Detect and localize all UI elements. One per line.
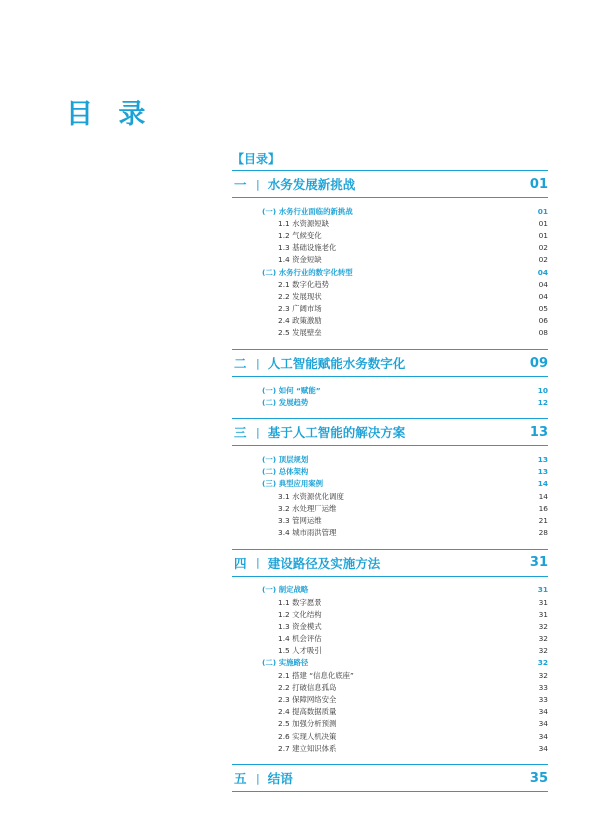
chapter-number: 三 bbox=[234, 425, 247, 441]
entry-page: 32 bbox=[538, 646, 548, 656]
entry-page: 10 bbox=[537, 385, 548, 395]
entry-page: 34 bbox=[538, 707, 548, 717]
entry-title: (二) 发展趋势 bbox=[262, 397, 309, 407]
entry-page: 13 bbox=[537, 455, 548, 465]
separator: | bbox=[256, 356, 260, 370]
entry-title: (一) 水务行业面临的新挑战 bbox=[262, 206, 353, 216]
entry-title: 2.2 打破信息孤岛 bbox=[278, 682, 337, 692]
entry-page: 08 bbox=[538, 328, 548, 338]
entry-title: 2.5 加强分析预测 bbox=[278, 719, 337, 729]
entry-title: 2.6 实现人机决策 bbox=[278, 731, 337, 741]
entry-title: 2.3 保障网络安全 bbox=[278, 695, 337, 705]
subsection-entry[interactable] bbox=[232, 706, 548, 718]
entry-title: (一) 顶层规划 bbox=[262, 455, 309, 465]
entry-title: 2.5 发展壁垒 bbox=[278, 328, 322, 338]
section-entry[interactable] bbox=[232, 205, 548, 217]
entry-page: 04 bbox=[537, 267, 548, 277]
chapter-entries bbox=[232, 377, 548, 418]
entry-page: 01 bbox=[538, 218, 548, 228]
chapter-number: 四 bbox=[234, 555, 247, 571]
entry-title: (一) 制定战略 bbox=[262, 585, 309, 595]
chapter-page: 13 bbox=[529, 424, 548, 440]
separator: | bbox=[256, 425, 260, 439]
chapter-page: 01 bbox=[529, 176, 548, 192]
entry-title: 2.1 搭建 “信息化底座” bbox=[278, 670, 354, 680]
entry-title: 3.4 城市雨洪管理 bbox=[278, 528, 337, 538]
subsection-entry[interactable] bbox=[232, 490, 548, 502]
subsection-entry[interactable] bbox=[232, 669, 548, 681]
table-of-contents bbox=[232, 170, 548, 792]
chapter-title: 结语 bbox=[267, 771, 293, 787]
subsection-entry[interactable] bbox=[232, 315, 548, 327]
subsection-entry[interactable] bbox=[232, 527, 548, 539]
entry-title: 1.4 机会评估 bbox=[278, 634, 322, 644]
chapter-heading[interactable] bbox=[232, 764, 548, 792]
entry-title: 1.1 数字愿景 bbox=[278, 597, 322, 607]
separator: | bbox=[256, 771, 260, 785]
entry-title: 2.3 广阔市场 bbox=[278, 304, 322, 314]
entry-page: 32 bbox=[538, 670, 548, 680]
section-entry[interactable] bbox=[232, 396, 548, 408]
entry-title: 3.1 水资源优化调度 bbox=[278, 491, 344, 501]
entry-title: 1.2 文化结构 bbox=[278, 609, 322, 619]
chapter-entries bbox=[232, 198, 548, 349]
entry-title: 2.1 数字化趋势 bbox=[278, 279, 330, 289]
entry-page: 33 bbox=[538, 695, 548, 705]
entry-page: 34 bbox=[538, 719, 548, 729]
chapter-number: 五 bbox=[234, 771, 247, 787]
page-title: 目 录 bbox=[66, 99, 154, 130]
entry-title: 3.2 水处理厂运维 bbox=[278, 503, 337, 513]
section-entry[interactable] bbox=[232, 466, 548, 478]
entry-page: 33 bbox=[538, 682, 548, 692]
entry-title: 1.3 基础设施老化 bbox=[278, 243, 337, 253]
entry-title: (三) 典型应用案例 bbox=[262, 479, 324, 489]
toc-label: 【目录】 bbox=[232, 152, 281, 166]
entry-title: 2.4 政策激励 bbox=[278, 316, 322, 326]
subsection-entry[interactable] bbox=[232, 645, 548, 657]
entry-page: 32 bbox=[538, 621, 548, 631]
entry-title: 2.2 发展现状 bbox=[278, 291, 322, 301]
subsection-entry[interactable] bbox=[232, 730, 548, 742]
entry-page: 06 bbox=[538, 316, 548, 326]
subsection-entry[interactable] bbox=[232, 718, 548, 730]
chapter-title: 建设路径及实施方法 bbox=[267, 555, 381, 571]
entry-title: (二) 水务行业的数字化转型 bbox=[262, 267, 353, 277]
subsection-entry[interactable] bbox=[232, 693, 548, 705]
entry-page: 14 bbox=[538, 491, 548, 501]
subsection-entry[interactable] bbox=[232, 514, 548, 526]
chapter-number: 二 bbox=[234, 356, 247, 372]
section-entry[interactable] bbox=[232, 266, 548, 278]
entry-page: 02 bbox=[538, 243, 548, 253]
entry-title: 1.5 人才吸引 bbox=[278, 646, 322, 656]
subsection-entry[interactable] bbox=[232, 217, 548, 229]
subsection-entry[interactable] bbox=[232, 327, 548, 339]
entry-page: 28 bbox=[538, 528, 548, 538]
chapter-title: 人工智能赋能水务数字化 bbox=[267, 356, 406, 372]
section-entry[interactable] bbox=[232, 657, 548, 669]
entry-page: 13 bbox=[537, 467, 548, 477]
entry-title: (一) 如何 “赋能” bbox=[262, 385, 321, 395]
subsection-entry[interactable] bbox=[232, 596, 548, 608]
entry-page: 31 bbox=[538, 609, 548, 619]
chapter-title: 基于人工智能的解决方案 bbox=[267, 425, 406, 441]
entry-page: 04 bbox=[538, 279, 548, 289]
chapter-entries bbox=[232, 446, 548, 548]
entry-page: 01 bbox=[538, 230, 548, 240]
entry-page: 12 bbox=[537, 397, 548, 407]
entry-title: 2.4 提高数据质量 bbox=[278, 707, 337, 717]
chapter-page: 09 bbox=[529, 355, 548, 371]
entry-title: (二) 实施路径 bbox=[262, 658, 309, 668]
chapter-number: 一 bbox=[234, 177, 247, 192]
subsection-entry[interactable] bbox=[232, 242, 548, 254]
separator: | bbox=[256, 556, 260, 570]
subsection-entry[interactable] bbox=[232, 633, 548, 645]
entry-title: 1.3 资金模式 bbox=[278, 621, 322, 631]
chapter-heading[interactable] bbox=[232, 170, 548, 198]
chapter-entries bbox=[232, 577, 548, 765]
entry-page: 21 bbox=[538, 515, 548, 525]
subsection-entry[interactable] bbox=[232, 290, 548, 302]
chapter-heading[interactable] bbox=[232, 549, 548, 577]
entry-page: 14 bbox=[537, 479, 548, 489]
subsection-entry[interactable] bbox=[232, 608, 548, 620]
entry-title: (二) 总体架构 bbox=[262, 467, 309, 477]
subsection-entry[interactable] bbox=[232, 254, 548, 266]
chapter-title: 水务发展新挑战 bbox=[267, 177, 356, 192]
entry-page: 05 bbox=[538, 304, 548, 314]
section-entry[interactable] bbox=[232, 478, 548, 490]
chapter-page: 31 bbox=[529, 555, 548, 571]
entry-page: 01 bbox=[537, 206, 548, 216]
entry-page: 32 bbox=[537, 658, 548, 668]
chapter-page: 35 bbox=[529, 770, 548, 786]
separator: | bbox=[256, 177, 260, 191]
entry-page: 16 bbox=[538, 503, 548, 513]
entry-page: 34 bbox=[538, 731, 548, 741]
subsection-entry[interactable] bbox=[232, 502, 548, 514]
subsection-entry[interactable] bbox=[232, 278, 548, 290]
entry-page: 02 bbox=[538, 255, 548, 265]
entry-page: 34 bbox=[538, 743, 548, 753]
chapter-heading[interactable] bbox=[232, 418, 548, 446]
subsection-entry[interactable] bbox=[232, 742, 548, 754]
entry-title: 2.7 建立知识体系 bbox=[278, 743, 337, 753]
chapter-heading[interactable] bbox=[232, 349, 548, 377]
entry-page: 31 bbox=[538, 597, 548, 607]
entry-page: 04 bbox=[538, 291, 548, 301]
entry-page: 32 bbox=[538, 634, 548, 644]
entry-title: 1.4 资金短缺 bbox=[278, 255, 322, 265]
section-entry[interactable] bbox=[232, 453, 548, 465]
subsection-entry[interactable] bbox=[232, 681, 548, 693]
section-entry[interactable] bbox=[232, 384, 548, 396]
entry-page: 31 bbox=[537, 585, 548, 595]
entry-title: 3.3 管网运维 bbox=[278, 515, 322, 525]
entry-title: 1.1 水资源短缺 bbox=[278, 218, 330, 228]
subsection-entry[interactable] bbox=[232, 620, 548, 632]
entry-title: 1.2 气候变化 bbox=[278, 230, 322, 240]
section-entry[interactable] bbox=[232, 584, 548, 596]
subsection-entry[interactable] bbox=[232, 303, 548, 315]
subsection-entry[interactable] bbox=[232, 229, 548, 241]
